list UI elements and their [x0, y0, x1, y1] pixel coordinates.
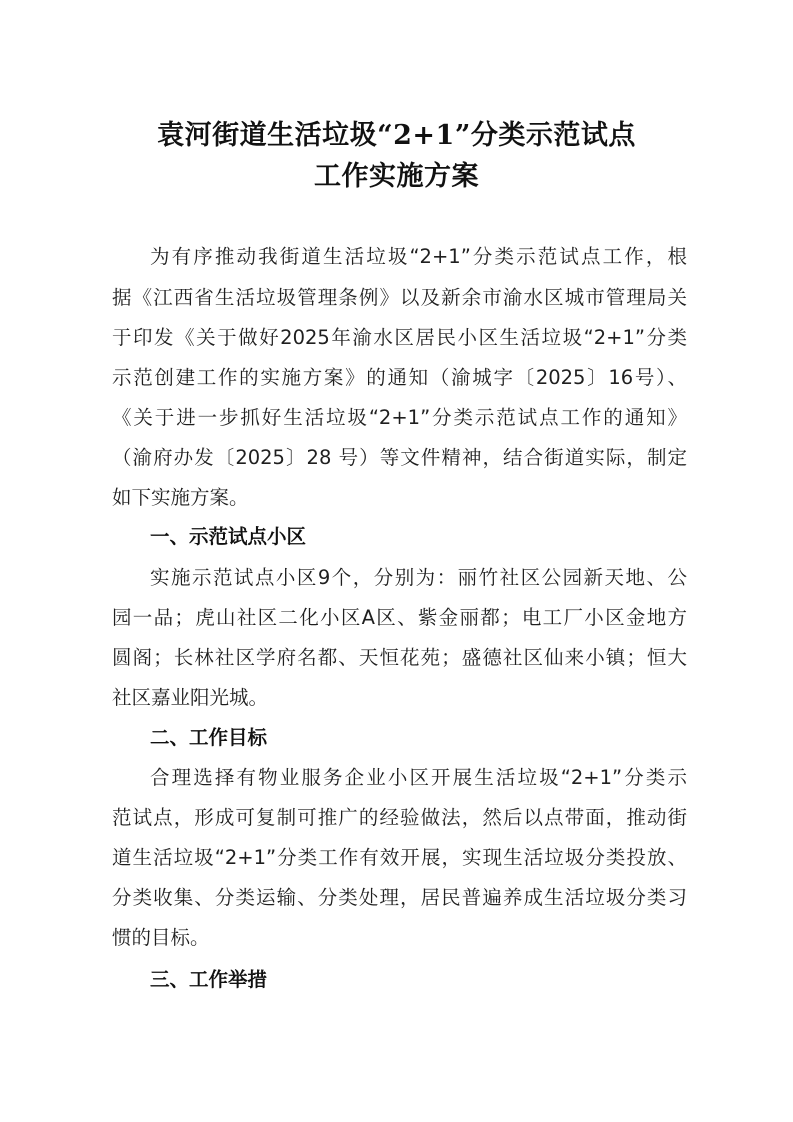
intro-line-7: 如下实施方案。 — [112, 486, 249, 509]
intro-line-3: 于印发《关于做好2025年渝水区居民小区生活垃圾“2+1”分类 — [112, 326, 687, 349]
section-3-heading: 三、工作举措 — [150, 968, 268, 991]
section-1-line-4: 社区嘉业阳光城。 — [112, 686, 269, 709]
intro-line-4: 示范创建工作的实施方案》的通知（渝城字〔2025〕16号）、 — [112, 366, 687, 389]
intro-line-5: 《关于进一步抓好生活垃圾“2+1”分类示范试点工作的通知》 — [112, 406, 687, 429]
intro-line-6: （渝府办发〔2025〕28 号）等文件精神，结合街道实际，制定 — [112, 446, 687, 469]
section-2-line-3: 道生活垃圾“2+1”分类工作有效开展，实现生活垃圾分类投放、 — [112, 846, 687, 869]
section-1-line-1: 实施示范试点小区9个，分别为：丽竹社区公园新天地、公 — [150, 566, 687, 589]
document-title-line-2: 工作实施方案 — [314, 161, 479, 192]
section-1-heading: 一、示范试点小区 — [150, 525, 307, 548]
section-2-line-2: 范试点，形成可复制可推广的经验做法，然后以点带面，推动街 — [112, 806, 687, 829]
document-title-line-1: 袁河街道生活垃圾“2+1”分类示范试点 — [157, 120, 636, 151]
intro-line-2: 据《江西省生活垃圾管理条例》以及新余市渝水区城市管理局关 — [112, 286, 687, 309]
intro-line-1: 为有序推动我街道生活垃圾“2+1”分类示范试点工作，根 — [150, 245, 687, 268]
section-1-line-3: 圆阁；长林社区学府名都、天恒花苑；盛德社区仙来小镇；恒大 — [112, 646, 687, 669]
section-2-heading: 二、工作目标 — [150, 726, 268, 749]
section-2-line-4: 分类收集、分类运输、分类处理，居民普遍养成生活垃圾分类习 — [112, 886, 687, 909]
section-2-line-5: 惯的目标。 — [112, 926, 210, 949]
section-1-line-2: 园一品；虎山社区二化小区A区、紫金丽都；电工厂小区金地方 — [112, 606, 687, 629]
section-2-line-1: 合理选择有物业服务企业小区开展生活垃圾“2+1”分类示 — [150, 766, 687, 789]
